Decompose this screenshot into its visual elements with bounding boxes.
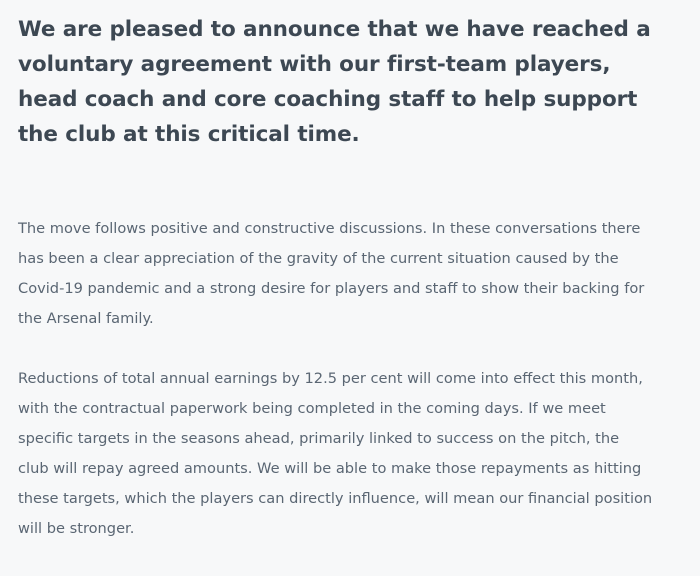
page-title: We are pleased to announce that we have reached a voluntary agreement with our first-team players, head coach and core coaching staff to help support the club at this critical time. bbox=[18, 17, 651, 147]
article-body bbox=[18, 214, 654, 544]
headline-body-spacer bbox=[18, 152, 654, 214]
paragraph-spacer bbox=[18, 334, 654, 364]
article-paragraph-2: Reductions of total annual earnings by 12.5 per cent will come into effect this month, with the contractual paperwork being completed in the coming days. If we meet specific targets in the seasons ahead, primarily linked to success on the pitch, the club will repay agreed amounts. We will be able to make those repayments as hitting these targets, which the players can directly influence, will mean our financial position will be stronger. bbox=[18, 370, 653, 537]
article-paragraph-1: The move follows positive and constructive discussions. In these conversations there has been a clear appreciation of the gravity of the current situation caused by the Covid-19 pandemic and a strong desire for players and staff to show their backing for the Arsenal family. bbox=[18, 220, 645, 327]
